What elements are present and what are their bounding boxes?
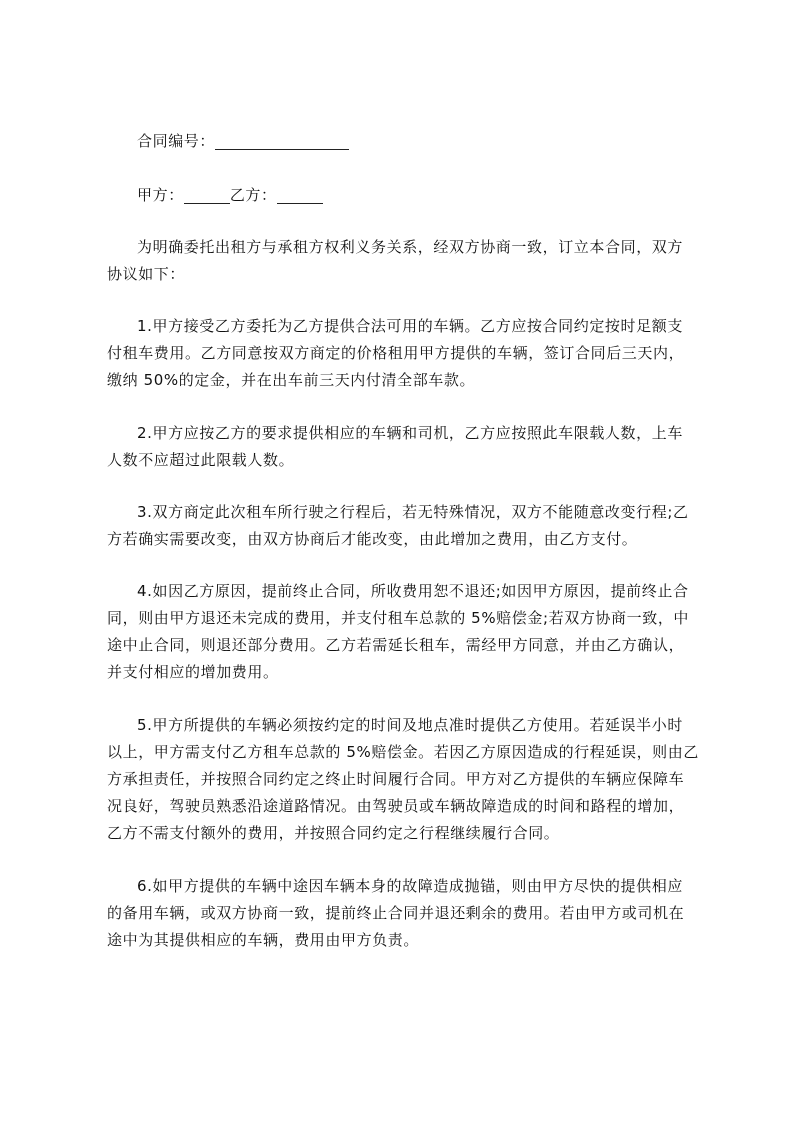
paragraph-line: 付租车费用。乙方同意按双方商定的价格租用甲方提供的车辆，签订合同后三天内， [107,344,685,362]
paragraph-line: 途中止合同，则退还部分费用。乙方若需延长租车，需经甲方同意，并由乙方确认， [107,636,685,654]
paragraph-line: 方若确实需要改变，由双方协商后才能改变，由此增加之费用，由乙方支付。 [107,530,638,548]
paragraph-line: 方承担责任，并按照合同约定之终止时间履行合同。甲方对乙方提供的车辆应保障车 [107,770,685,788]
paragraph-line: 2.甲方应按乙方的要求提供相应的车辆和司机，乙方应按照此车限载人数，上车 [137,424,683,442]
paragraph-line: 1.甲方接受乙方委托为乙方提供合法可用的车辆。乙方应按合同约定按时足额支 [137,317,683,335]
paragraph-line: 4.如因乙方原因，提前终止合同，所收费用恕不退还;如因甲方原因，提前终止合 [137,582,689,600]
paragraph-line: 乙方不需支付额外的费用，并按照合同约定之行程继续履行合同。 [107,824,560,842]
paragraph-line: 协议如下： [107,265,186,283]
party-a-blank [184,187,230,204]
paragraph-line: 以上，甲方需支付乙方租车总款的 5%赔偿金。若因乙方原因造成的行程延误，则由乙 [107,743,699,761]
paragraph-line: 3.双方商定此次租车所行驶之行程后，若无特殊情况，双方不能随意改变行程;乙 [137,503,689,521]
contract-number-label: 合同编号： [137,132,216,150]
paragraph-line: 人数不应超过此限载人数。 [107,451,295,469]
contract-number-line [137,128,349,155]
party-a-label: 甲方： [137,186,184,204]
parties-line [137,182,323,209]
contract-number-blank [215,133,349,150]
paragraph-line: 况良好，驾驶员熟悉沿途道路情况。由驾驶员或车辆故障造成的时间和路程的增加， [107,797,685,815]
paragraph-line: 缴纳 50%的定金，并在出车前三天内付清全部车款。 [107,371,476,389]
paragraph-line: 5.甲方所提供的车辆必须按约定的时间及地点准时提供乙方使用。若延误半小时 [137,716,683,734]
paragraph-line: 并支付相应的增加费用。 [107,663,279,681]
paragraph-line: 的备用车辆，或双方协商一致，提前终止合同并退还剩余的费用。若由甲方或司机在 [107,904,685,922]
paragraph-line: 同，则由甲方退还未完成的费用，并支付租车总款的 5%赔偿金;若双方协商一致，中 [107,609,690,627]
paragraph-line: 途中为其提供相应的车辆，费用由甲方负责。 [107,931,420,949]
paragraph-line: 6.如甲方提供的车辆中途因车辆本身的故障造成抛锚，则由甲方尽快的提供相应 [137,877,683,895]
party-b-label: 乙方： [229,186,277,204]
party-b-blank [277,187,323,204]
paragraph-line: 为明确委托出租方与承租方权利义务关系，经双方协商一致，订立本合同，双方 [137,238,684,256]
